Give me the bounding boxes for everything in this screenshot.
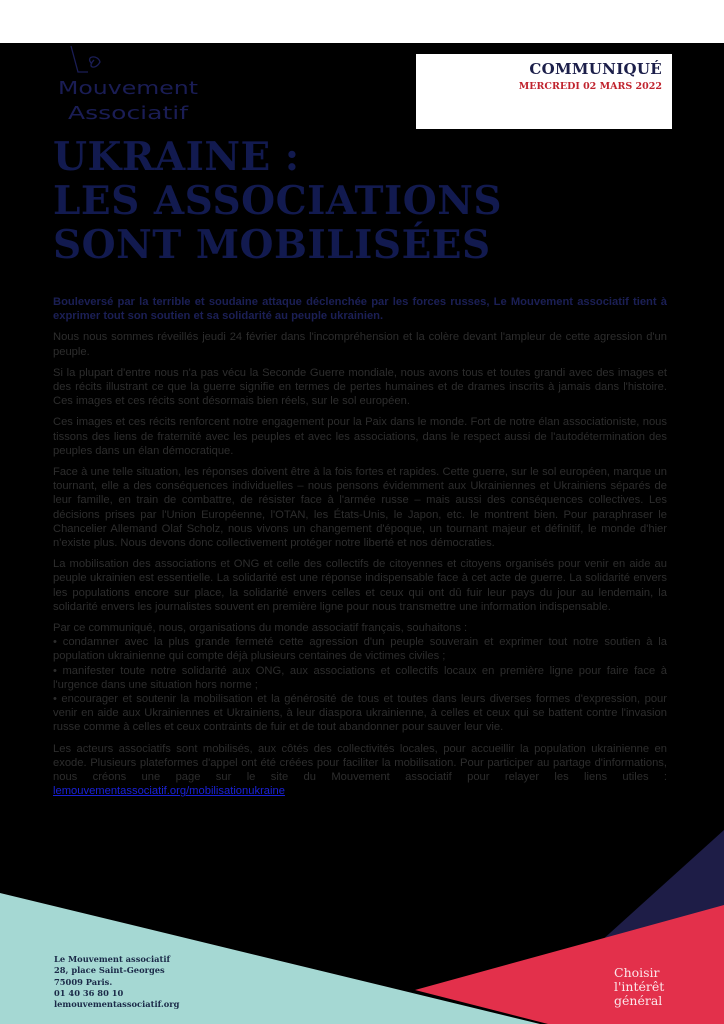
lead-paragraph: Bouleversé par la terrible et soudaine attaque déclenchée par les forces russes, Le Mouvement associatif tient à exprimer tout son soutien et sa solidarité au peuple ukrainien. [53,296,667,323]
title-line-2: LES ASSOCIATIONS [53,178,503,224]
paragraph: Nous nous sommes réveillés jeudi 24 février dans l'incompréhension et la colère devant l'ampleur de cette agression d'un peuple. [53,331,667,358]
mobilisation-link[interactable]: lemouvementassociatif.org/mobilisationukraine [53,785,285,798]
paragraph: Ces images et ces récits renforcent notre engagement pour la Paix dans le monde. Fort de notre élan associationiste, nous tissons des liens de fraternité avec les peuples et avec les associations, dans le respect aussi de l'autodétermination des peuples dans un élan démocratique. [53,416,667,457]
wishes-intro: Par ce communiqué, nous, organisations du monde associatif français, souhaitons : [53,622,468,635]
paragraph: La mobilisation des associations et ONG et celle des collectifs de citoyennes et citoyens organisés pour venir en aide au peuple ukrainien est essentielle. La solidarité est une réponse indispensable face à cet acte de guerre. La solidarité envers les populations encore sur place, la solidarité envers celles et ceux qui ont dû fuir leur pays du jour au lendemain, la solidarité envers les journalistes souvent en première ligne pour nous transmettre une information indispensable. [53,558,667,613]
website[interactable]: lemouvementassociatif.org [54,999,180,1010]
communique-date: MERCREDI 02 MARS 2022 [518,81,662,92]
paragraph: Si la plupart d'entre nous n'a pas vécu la Seconde Guerre mondiale, nous avons tous et toutes grandi avec des images et des récits illustrant ce que la guerre signifie en termes de pertes humaines et de drames inscrits à jamais dans l'histoire. Ces images et ces récits sont désormais bien réels, sur le sol européen. [53,366,667,408]
street: 28, place Saint-Georges [54,965,165,976]
closing-text: Les acteurs associatifs sont mobilisés, aux côtés des collectivités locales, pour accueillir la population ukrainienne en exode. Plusieurs plateformes d'appel ont été créées pour faciliter la mobilisation. Pour participer au partage d'informations, nous créons une page sur le site du Mouvement associatif pour relayer les liens utiles : [53,742,667,784]
bullet-item: • condamner avec la plus grande fermeté cette agression d'un peuple souverain et exprimer tout notre soutien à la population ukrainienne qui compte déjà plusieurs centaines de victimes civiles ; [53,636,667,663]
city: 75009 Paris. [54,976,113,987]
paragraph: Face à une telle situation, les réponses doivent être à la fois fortes et rapides. Cette guerre, sur le sol européen, marque un tournant, elle a des conséquences individuelles – nous pensons évidemment aux Ukrainiennes et Ukrainiens séparés de leur famille, en train de combattre, de résister face à l'armée russe – mais aussi des conséquences collectives. Les décisions prises par l'Union Européenne, l'OTAN, les États-Unis, le Japon, etc. le montrent bien. Pour paraphraser le Chancelier Allemand Olaf Scholz, nous vivons un changement d'époque, un tournant majeur et définitif, le monde d'hier n'existe plus. Nous devons donc collectivement protéger notre liberté et nos démocraties. [53,466,667,550]
tagline-line: général [614,993,663,1008]
org-name: Le Mouvement associatif [54,954,171,964]
footer-address [54,954,179,1010]
bullet-item: • manifester toute notre solidarité aux ONG, aux associations et collectifs locaux en première ligne pour faire face à l'urgence dans une situation hors norme ; [53,664,667,691]
phone: 01 40 36 80 10 [54,987,124,998]
logo-line-associatif: Associatif [68,103,189,122]
communique-label: COMMUNIQUÉ [529,60,662,78]
tagline-line: Choisir [614,965,660,980]
title-line-1: UKRAINE : [53,134,300,180]
tagline [614,966,664,1008]
logo-line-mouvement: Mouvement [58,78,198,99]
bullet-item: • encourager et soutenir la mobilisation et la générosité de tous et toutes dans leurs diverses formes d'expression, pour venir en aide aux Ukrainiennes et Ukrainiens, à leur diaspora ukrainienne, à celles et ceux qui se battent contre l'invasion russe comme à celles et ceux contraints de fuir et de tout abandonner pour sauver leur vie. [53,693,667,734]
title-line-3: SONT MOBILISÉES [53,222,491,268]
tagline-line: l'intérêt [614,979,665,994]
